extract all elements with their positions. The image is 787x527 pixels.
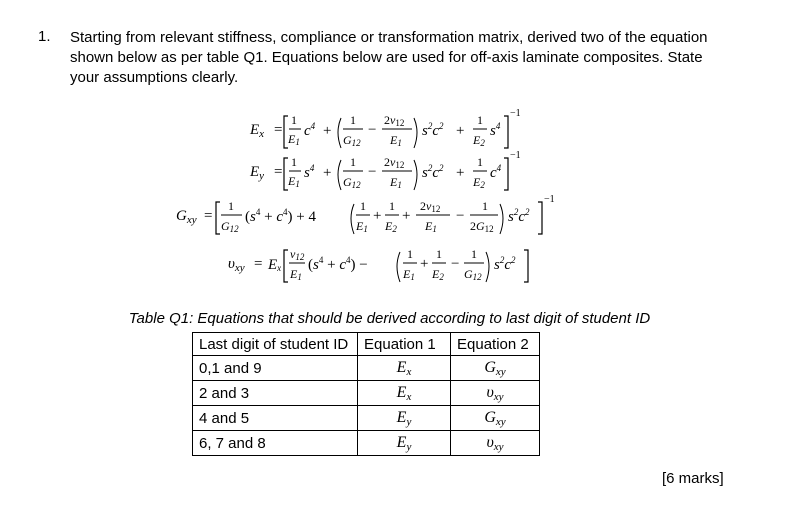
table-row — [193, 406, 540, 431]
svg-text:=: = — [254, 256, 263, 272]
svg-text:−1: −1 — [510, 108, 521, 119]
svg-text:1: 1 — [389, 199, 395, 213]
svg-text:G12: G12 — [464, 267, 482, 282]
svg-text:E1: E1 — [390, 133, 402, 148]
row-digits: 6, 7 and 8 — [193, 431, 358, 456]
svg-text:+: + — [456, 123, 465, 139]
svg-text:G12: G12 — [343, 175, 361, 190]
svg-text:υxy: $\upsilon_{xy}$ — [228, 256, 245, 274]
svg-text:1: 1 — [477, 113, 483, 127]
question-number: 1. — [38, 28, 51, 45]
svg-text:c4: $c^4$ — [304, 121, 316, 139]
marks-label: [6 marks] — [662, 470, 724, 487]
svg-text:−1: −1 — [510, 150, 521, 161]
svg-text:−: − — [368, 164, 377, 180]
equation-ey — [249, 150, 521, 190]
svg-text:1: 1 — [350, 155, 356, 169]
svg-text:E1: E1 — [356, 219, 368, 234]
table-row — [193, 431, 540, 456]
row-equation-2: $G_{xy}$ — [451, 356, 540, 381]
svg-text:−: − — [451, 256, 460, 272]
svg-text:=: = — [274, 164, 283, 180]
svg-text:s2c2: $s^2c^2$ — [494, 255, 516, 273]
row-equation-1: $E_x$ — [358, 356, 451, 381]
row-digits: 0,1 and 9 — [193, 356, 358, 381]
svg-text:E1: E1 — [290, 267, 302, 282]
svg-text:v12: v12 — [290, 247, 305, 262]
svg-text:Gxy: $G_{xy}$ — [176, 208, 197, 226]
svg-text:G12: G12 — [343, 133, 361, 148]
row-equation-2: $\upsilon_{xy}$ — [451, 431, 540, 456]
svg-text:(s4 + c4) −: $(s^4 + c^4)$ − — [308, 255, 368, 273]
row-equation-1: $E_y$ — [358, 431, 451, 456]
svg-text:+: + — [323, 123, 332, 139]
svg-text:+: + — [402, 208, 411, 224]
svg-text:1: 1 — [436, 247, 442, 261]
svg-text:2v12: 2v12 — [420, 199, 441, 214]
table-caption: Table Q1: Equations that should be derived according to last digit of student ID — [128, 310, 651, 327]
svg-text:Ex: Ex — [268, 257, 282, 273]
svg-text:+: + — [420, 256, 429, 272]
table-row — [193, 381, 540, 406]
svg-text:−1: −1 — [544, 194, 555, 205]
svg-text:Ey: $E_y$ — [250, 164, 265, 182]
row-equation-2: $\upsilon_{xy}$ — [451, 381, 540, 406]
svg-text:2G12: 2G12 — [470, 219, 494, 234]
equation-ex — [249, 108, 521, 148]
row-digits: 4 and 5 — [193, 406, 358, 431]
row-digits: 2 and 3 — [193, 381, 358, 406]
svg-text:s2c2: $s^2c^2$ — [422, 163, 444, 181]
row-equation-2: $G_{xy}$ — [451, 406, 540, 431]
svg-text:=: = — [204, 208, 213, 224]
svg-text:E2: E2 — [473, 133, 485, 148]
svg-text:1: 1 — [228, 199, 234, 213]
equation-vxy — [228, 247, 528, 282]
svg-text:=: = — [274, 122, 283, 138]
question-text: Starting from relevant stiffness, compliance or transformation matrix, derived two of the equation shown below as per table Q1. Equations below are used for off-axis laminate composites. State your assumptions clearly. — [70, 29, 708, 86]
svg-text:E1: E1 — [288, 132, 300, 147]
svg-text:−: − — [456, 208, 465, 224]
svg-text:+: + — [323, 165, 332, 181]
table-row — [193, 356, 540, 381]
header-last-digit: Last digit of student ID — [193, 333, 358, 356]
svg-text:s2c2: $s^2c^2$ — [508, 207, 530, 225]
svg-text:E1: E1 — [425, 219, 437, 234]
row-equation-1: $E_y$ — [358, 406, 451, 431]
svg-text:s4: $s^4$ — [490, 121, 501, 139]
svg-text:G12: G12 — [221, 219, 239, 234]
svg-text:1: 1 — [407, 247, 413, 261]
svg-text:2v12: 2v12 — [384, 155, 405, 170]
svg-text:1: 1 — [477, 155, 483, 169]
svg-text:E1: E1 — [390, 175, 402, 190]
svg-text:−: − — [368, 122, 377, 138]
svg-text:1: 1 — [360, 199, 366, 213]
svg-text:c4: $c^4$ — [490, 163, 502, 181]
svg-text:s2c2: $s^2c^2$ — [422, 121, 444, 139]
svg-text:Ex: $E_x$ — [250, 122, 265, 140]
table-header-row — [193, 333, 540, 356]
svg-text:E2: E2 — [385, 219, 397, 234]
svg-text:(s4 + c4) + 4: $(s^4 + c^4) + 4$ — [245, 207, 316, 225]
svg-text:2v12: 2v12 — [384, 113, 405, 128]
svg-text:+: + — [456, 165, 465, 181]
svg-text:1: 1 — [350, 113, 356, 127]
svg-text:1: 1 — [482, 199, 488, 213]
table-q1 — [192, 332, 540, 456]
svg-text:E1: E1 — [403, 267, 415, 282]
svg-text:s4: $s^4$ — [304, 163, 315, 181]
svg-text:1: 1 — [291, 113, 297, 127]
svg-text:E1: E1 — [288, 174, 300, 189]
equation-gxy — [176, 194, 555, 234]
svg-text:E2: E2 — [473, 175, 485, 190]
svg-text:1: 1 — [471, 247, 477, 261]
svg-text:E2: E2 — [432, 267, 444, 282]
equations-block — [160, 108, 620, 298]
row-equation-1: $E_x$ — [358, 381, 451, 406]
svg-text:+: + — [373, 208, 382, 224]
header-equation-1: Equation 1 — [358, 333, 451, 356]
svg-text:1: 1 — [291, 155, 297, 169]
header-equation-2: Equation 2 — [451, 333, 540, 356]
